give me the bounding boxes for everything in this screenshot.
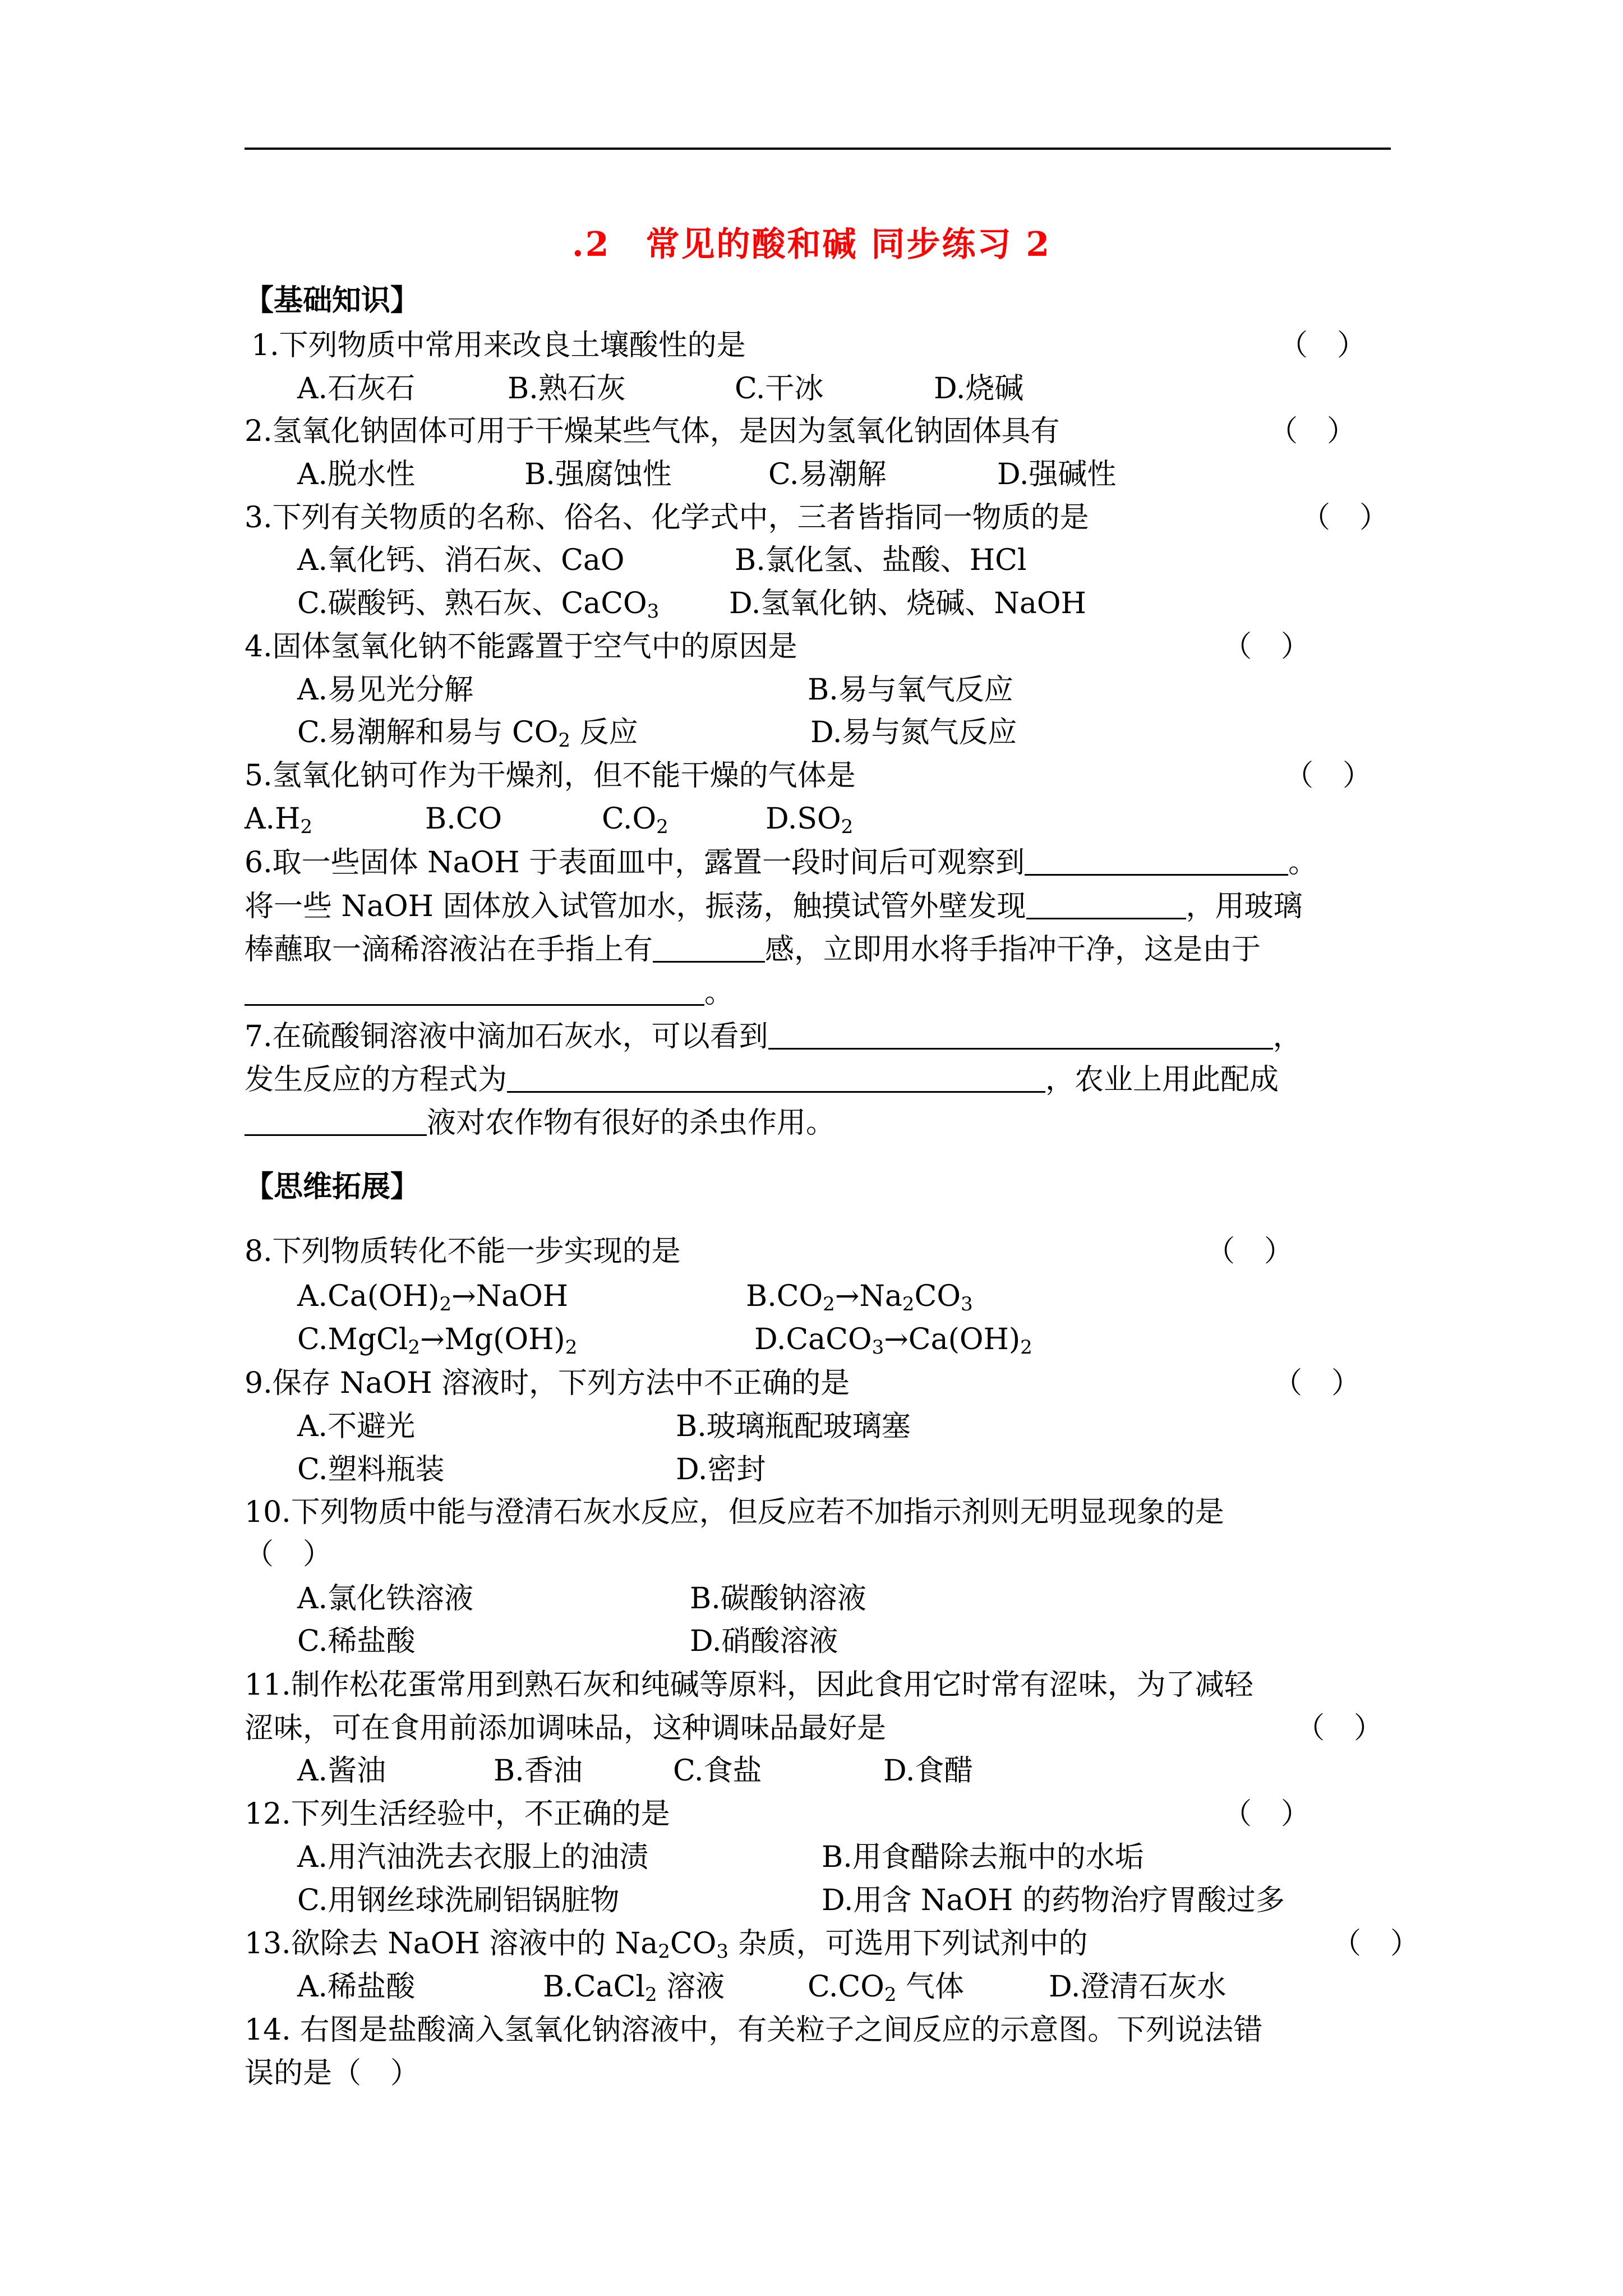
question-4-option-a: A.易见光分解 (297, 673, 474, 707)
question-7-line-1: 7.在硫酸铜溶液中滴加石灰水，可以看到 ， (245, 1020, 1302, 1053)
question-7-line-2: 发生反应的方程式为 ，农业上用此配成 (245, 1063, 1279, 1097)
question-11-option-b: B.香油 (494, 1754, 583, 1788)
question-4-option-d: D.易与氮气反应 (810, 716, 1017, 749)
question-3-option-b: B.氯化氢、盐酸、HCl (735, 544, 1027, 577)
question-10-answer-paren: （ ） (245, 1538, 333, 1571)
question-8-stem: 8.下列物质转化不能一步实现的是 (245, 1235, 681, 1268)
question-5-option-b: B.CO (425, 802, 502, 836)
question-9-stem: 9.保存 NaOH 溶液时，下列方法中不正确的是 (245, 1366, 850, 1400)
question-2-option-b: B.强腐蚀性 (524, 458, 672, 491)
question-7-blank-2 (507, 1065, 1045, 1093)
question-2-option-a: A.脱水性 (297, 458, 416, 491)
question-5-option-d: $D.SO_2$ (766, 802, 854, 838)
question-3-option-d: D.氢氧化钠、烧碱、NaOH (729, 587, 1086, 620)
question-3-stem: 3.下列有关物质的名称、俗名、化学式中，三者皆指同一物质的是 (245, 501, 1089, 535)
question-13-option-b: B.CaCl$_2$ 溶液 (543, 1970, 725, 2006)
question-11-option-c: C.食盐 (673, 1754, 762, 1788)
question-1-option-c: C.干冰 (735, 372, 824, 406)
question-1-option-d: D.烧碱 (934, 372, 1024, 406)
question-4-stem: 4.固体氢氧化钠不能露置于空气中的原因是 (245, 630, 797, 664)
question-8-option-c: $C.MgCl_2\to Mg(OH)_2$ (297, 1323, 578, 1359)
question-13-stem: 13.欲除去 NaOH 溶液中的 $Na_2CO_3$ 杂质，可选用下列试剂中的 (245, 1927, 1088, 1963)
question-6-line-1: 6.取一些固体 NaOH 于表面皿中，露置一段时间后可观察到 。 (245, 846, 1318, 880)
question-9-option-c: C.塑料瓶装 (297, 1453, 445, 1487)
question-8-option-a: $A.Ca(OH)_2\to NaOH$ (297, 1280, 569, 1315)
question-9-option-d: D.密封 (676, 1453, 766, 1487)
question-2-option-d: D.强碱性 (997, 458, 1117, 491)
question-6-line-2: 将一些 NaOH 固体放入试管加水，振荡，触摸试管外壁发现 ，用玻璃 (245, 890, 1303, 923)
question-12-option-d: D.用含 NaOH 的药物治疗胃酸过多 (822, 1884, 1285, 1917)
question-6-line-3: 棒蘸取一滴稀溶液沾在手指上有 感，立即用水将手指冲干净，这是由于 (245, 933, 1261, 967)
question-1-answer-paren: （ ） (1279, 329, 1367, 362)
question-11-answer-paren: （ ） (1295, 1711, 1384, 1745)
question-12-answer-paren: （ ） (1223, 1797, 1311, 1831)
question-6-line-4: 。 (245, 978, 734, 1007)
question-10-option-c: C.稀盐酸 (297, 1625, 416, 1658)
question-8-option-d: $D.CaCO_3\to Ca(OH)_2$ (754, 1323, 1032, 1359)
question-11-option-a: A.酱油 (297, 1754, 386, 1788)
question-3-option-a: A.氧化钙、消石灰、CaO (297, 544, 625, 577)
question-7-blank-3 (245, 1108, 427, 1136)
question-10-option-b: B.碳酸钠溶液 (690, 1582, 866, 1616)
question-12-option-a: A.用汽油洗去衣服上的油渍 (297, 1841, 649, 1874)
question-7-blank-1 (768, 1022, 1273, 1050)
question-4-option-c: C.易潮解和易与 $CO_2$ 反应 (297, 716, 638, 752)
question-11-line-1: 11.制作松花蛋常用到熟石灰和纯碱等原料，因此食用它时常有涩味，为了减轻 (245, 1668, 1253, 1702)
question-9-option-a: A.不避光 (297, 1410, 416, 1443)
question-6-blank-3 (653, 935, 765, 963)
question-13-option-a: A.稀盐酸 (297, 1970, 416, 2004)
question-8-option-b: $B.CO_2\to Na_2CO_3$ (746, 1280, 973, 1315)
question-9-answer-paren: （ ） (1273, 1366, 1361, 1400)
question-10-option-d: D.硝酸溶液 (690, 1625, 838, 1658)
question-1-option-a: A.石灰石 (297, 372, 416, 406)
question-6-blank-4 (245, 978, 704, 1006)
question-6-blank-2 (1026, 892, 1186, 919)
question-14-line-1: 14. 右图是盐酸滴入氢氧化钠溶液中，有关粒子之间反应的示意图。下列说法错 (245, 2013, 1263, 2047)
question-13-option-d: D.澄清石灰水 (1049, 1970, 1227, 2004)
question-9-option-b: B.玻璃瓶配玻璃塞 (676, 1410, 911, 1443)
question-5-answer-paren: （ ） (1284, 759, 1372, 793)
question-12-stem: 12.下列生活经验中，不正确的是 (245, 1797, 670, 1831)
question-1-stem: 1.下列物质中常用来改良土壤酸性的是 (251, 329, 746, 362)
question-12-option-b: B.用食醋除去瓶中的水垢 (822, 1841, 1144, 1874)
question-3-answer-paren: （ ） (1301, 501, 1389, 535)
question-2-option-c: C.易潮解 (768, 458, 887, 491)
question-4-option-b: B.易与氧气反应 (808, 673, 1013, 707)
question-13-option-c: $C.CO_2$ 气体 (808, 1970, 965, 2006)
section-heading-basic: 【基础知识】 (245, 283, 420, 318)
question-11-line-2: 涩味，可在食用前添加调味品，这种调味品最好是 (245, 1711, 887, 1745)
question-10-stem: 10.下列物质中能与澄清石灰水反应，但反应若不加指示剂则无明显现象的是 (245, 1496, 1224, 1529)
question-4-answer-paren: （ ） (1223, 630, 1311, 664)
question-7-line-3: 液对农作物有很好的杀虫作用。 (245, 1108, 835, 1138)
question-10-option-a: A.氯化铁溶液 (297, 1582, 474, 1616)
question-13-answer-paren: （ ） (1332, 1927, 1420, 1961)
header-rule (245, 148, 1391, 150)
question-2-answer-paren: （ ） (1269, 415, 1357, 448)
question-5-option-a: $A.H_2$ (245, 802, 313, 838)
question-5-stem: 5.氢氧化钠可作为干燥剂，但不能干燥的气体是 (245, 759, 856, 793)
question-1-option-b: B.熟石灰 (508, 372, 626, 406)
question-14-line-2: 误的是（ ） (245, 2056, 420, 2090)
question-2-stem: 2.氢氧化钠固体可用于干燥某些气体，是因为氢氧化钠固体具有 (245, 415, 1060, 448)
question-8-answer-paren: （ ） (1206, 1235, 1294, 1268)
page-title: .2 常见的酸和碱 同步练习 2 (571, 225, 1052, 264)
question-12-option-c: C.用钢丝球洗刷铝锅脏物 (297, 1884, 620, 1917)
question-3-option-c: C.碳酸钙、熟石灰、CaCO$_3$ (297, 587, 660, 623)
question-5-option-c: $C.O_2$ (602, 802, 668, 838)
question-6-blank-1 (1025, 848, 1288, 876)
question-11-option-d: D.食醋 (883, 1754, 974, 1788)
section-heading-extend: 【思维拓展】 (245, 1170, 420, 1204)
